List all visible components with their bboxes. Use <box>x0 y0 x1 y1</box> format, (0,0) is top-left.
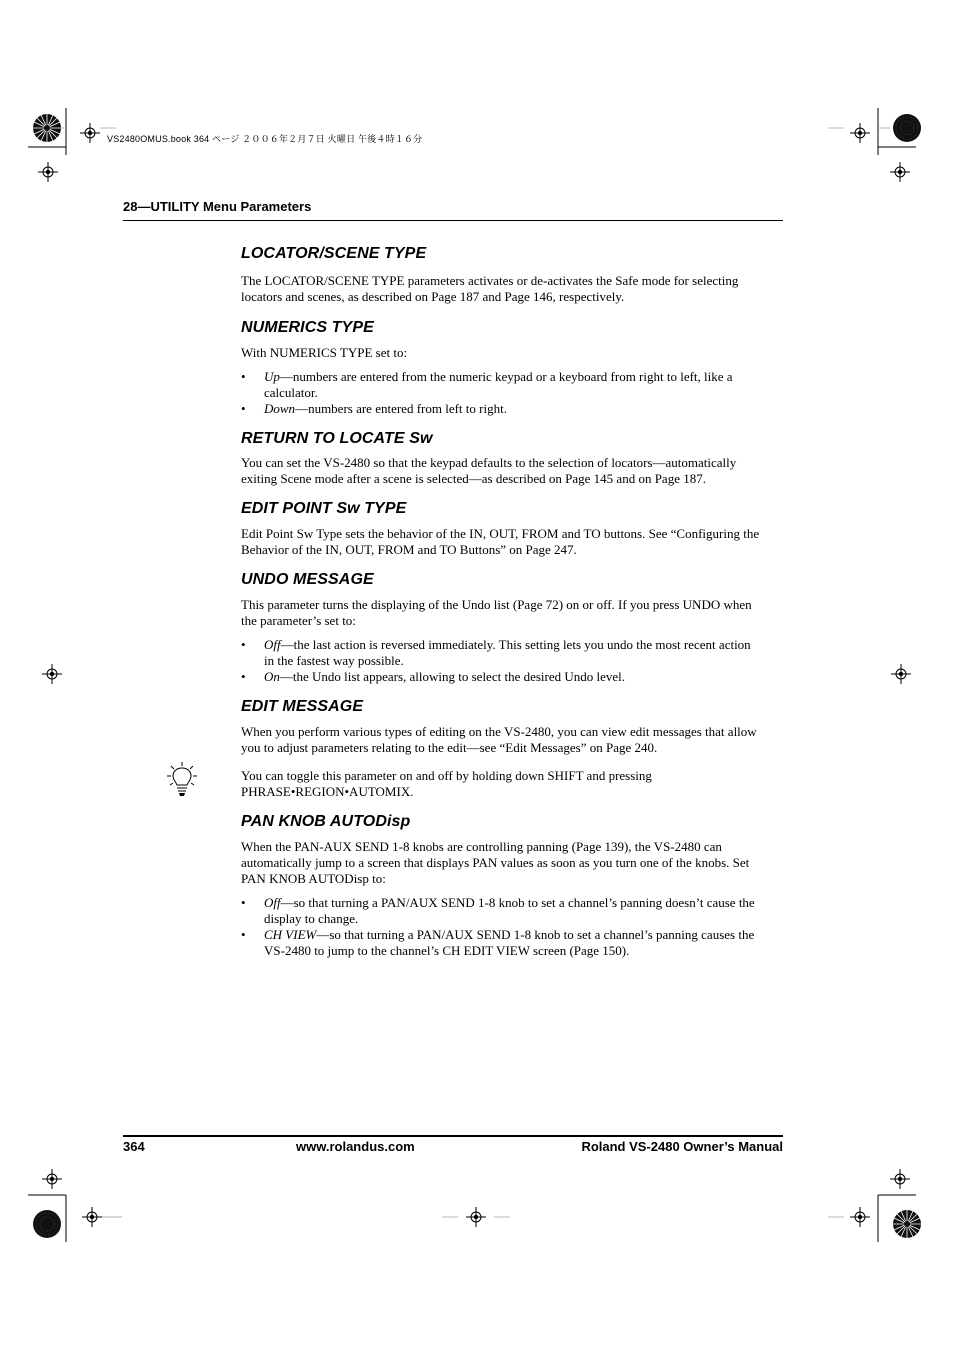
registration-mark-icon <box>466 1207 486 1227</box>
bullet: • <box>241 927 246 942</box>
bullet: • <box>241 369 246 384</box>
item-text: —numbers are entered from left to right. <box>295 401 507 416</box>
item-text: —the Undo list appears, allowing to select the desired Undo level. <box>279 669 626 684</box>
registration-mark-icon <box>42 664 62 684</box>
item-text: —the last action is reversed immediately. This setting lets you undo the most recent action in the fastest way possible. <box>264 637 751 668</box>
item-term: On <box>264 669 280 684</box>
item-text: —so that turning a PAN/AUX SEND 1-8 knob to set a channel’s panning doesn’t cause the display to change. <box>264 895 755 926</box>
item-term: Off <box>264 895 281 910</box>
printer-info: VS2480OMUS.book 364 ページ ２００６年２月７日 火曜日 午後４時１６分 <box>107 134 423 144</box>
registration-mark-icon <box>80 123 100 143</box>
section-paragraph: The LOCATOR/SCENE TYPE parameters activates or de-activates the Safe mode for selecting locators and scenes, as described on Page 187 and Page 146, respectively. <box>241 273 739 304</box>
registration-mark-icon <box>38 162 58 182</box>
color-target-icon <box>32 113 62 143</box>
running-head: 28—UTILITY Menu Parameters <box>123 199 312 214</box>
item-term: Off <box>264 637 281 652</box>
bullet: • <box>241 669 246 684</box>
section-heading: EDIT MESSAGE <box>241 698 364 715</box>
bullet: • <box>241 637 246 652</box>
bullet: • <box>241 895 246 910</box>
registration-mark-icon <box>82 1207 102 1227</box>
section-paragraph: You can set the VS-2480 so that the keypad defaults to the selection of locators—automatically exiting Scene mode after a scene is selected—as described on Page 145 and on Page 187. <box>241 455 737 486</box>
item-text: —numbers are entered from the numeric keypad or a keyboard from right to left, like a calculator. <box>264 369 733 400</box>
color-target-icon <box>892 113 922 143</box>
color-target-icon <box>32 1209 62 1239</box>
section-heading: PAN KNOB AUTODisp <box>241 813 411 830</box>
section-heading: LOCATOR/SCENE TYPE <box>241 245 427 262</box>
registration-mark-icon <box>850 123 870 143</box>
section-paragraph: When the PAN-AUX SEND 1-8 knobs are controlling panning (Page 139), the VS-2480 can automatically jump to a screen that displays PAN values as soon as you turn one of the knobs. Set PAN KNOB AUTODisp to: <box>241 839 750 886</box>
section-heading: RETURN TO LOCATE Sw <box>241 430 433 447</box>
page-number: 364 <box>123 1139 145 1154</box>
item-term: Up <box>264 369 280 384</box>
section-paragraph: This parameter turns the displaying of the Undo list (Page 72) on or off. If you press UNDO when the parameter’s set to: <box>241 597 752 628</box>
section-heading: UNDO MESSAGE <box>241 571 374 588</box>
tip-text: You can toggle this parameter on and off by holding down SHIFT and pressing PHRASE•REGION•AUTOMIX. <box>241 768 652 799</box>
bullet: • <box>241 401 246 416</box>
item-term: Down <box>264 401 296 416</box>
registration-mark-icon <box>891 664 911 684</box>
item-text: —so that turning a PAN/AUX SEND 1-8 knob to set a channel’s panning causes the VS-2480 to jump to the channel’s CH EDIT VIEW screen (Page 150). <box>264 927 755 958</box>
registration-mark-icon <box>850 1207 870 1227</box>
website-url: www.rolandus.com <box>296 1139 415 1154</box>
section-heading: NUMERICS TYPE <box>241 319 374 336</box>
section-paragraph: When you perform various types of editing on the VS-2480, you can view edit messages that allow you to adjust parameters relating to the edit—see “Edit Messages” on Page 240. <box>241 724 757 755</box>
color-target-icon <box>892 1209 922 1239</box>
manual-title: Roland VS-2480 Owner’s Manual <box>581 1139 783 1154</box>
section-paragraph: With NUMERICS TYPE set to: <box>241 345 408 360</box>
section-paragraph: Edit Point Sw Type sets the behavior of the IN, OUT, FROM and TO buttons. See “Configuring the Behavior of the IN, OUT, FROM and TO Buttons” on Page 247. <box>241 526 760 557</box>
item-term: CH VIEW <box>264 927 317 942</box>
section-heading: EDIT POINT Sw TYPE <box>241 500 407 517</box>
registration-mark-icon <box>42 1169 62 1189</box>
registration-mark-icon <box>890 1169 910 1189</box>
registration-mark-icon <box>890 162 910 182</box>
